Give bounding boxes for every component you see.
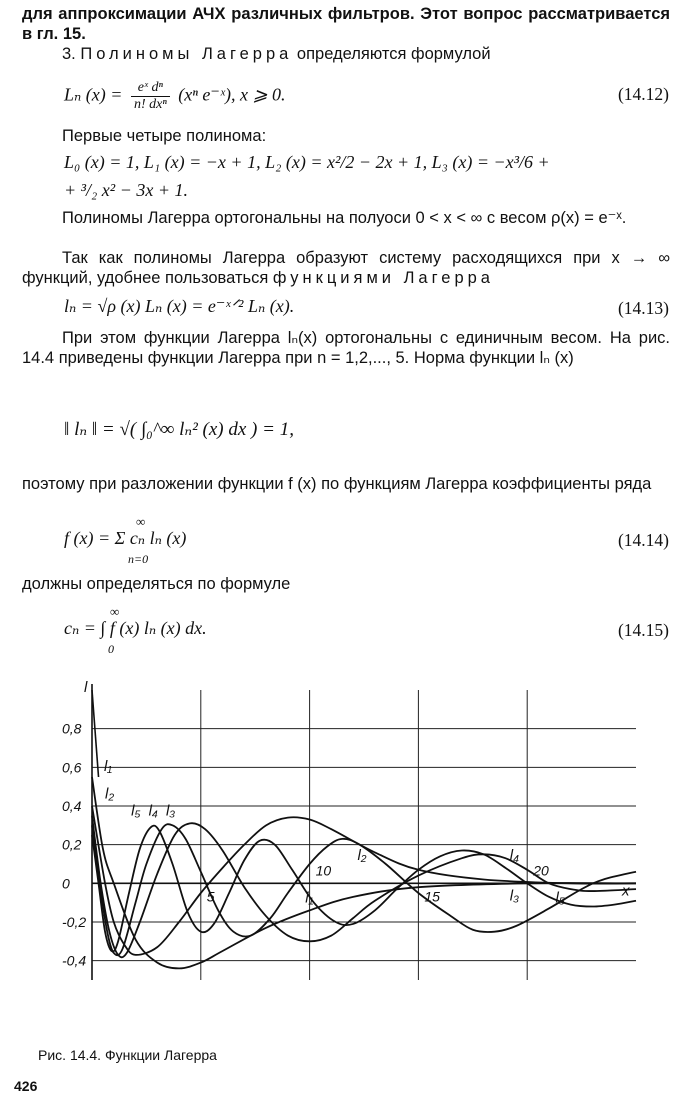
- eq1212-fraction: [131, 80, 170, 113]
- polynomials-line-2: + ³/₂ x² − 3x + 1.: [64, 180, 188, 200]
- y-axis-label: l: [84, 680, 88, 696]
- equation-norm: ‖ lₙ ‖ = √( ∫₀^∞ lₙ² (x) dx ) = 1,: [64, 419, 294, 440]
- definition-rest: определяются формулой: [296, 45, 491, 63]
- functions-text: Так как полиномы Лагерра образуют систему расходящихся при x → ∞ функций, удобнее пользоваться: [22, 249, 670, 287]
- equation-14-15: cₙ = ∫ f (x) lₙ (x) dx.: [64, 618, 207, 638]
- paragraph-orthogonality: Полиномы Лагерра ортогональны на полуоси 0 < x < ∞ с весом ρ(x) = e⁻ˣ.: [62, 209, 627, 227]
- series-label-l3: l₃: [165, 802, 176, 820]
- y-tick-label: 0,6: [62, 759, 82, 776]
- series-label-l2: l₂: [357, 847, 367, 865]
- equation-number-14-13: (14.13): [617, 298, 669, 318]
- eq1214-sum-upper: ∞: [136, 514, 146, 529]
- laguerre-functions-chart: [0, 680, 691, 1040]
- equation-14-14: [64, 528, 186, 549]
- paragraph-first-four: Первые четыре полинома:: [62, 127, 267, 145]
- paragraph-functions: [22, 248, 670, 288]
- y-tick-label: -0,4: [62, 952, 87, 969]
- eq1212-denominator: n! dxⁿ: [133, 97, 167, 112]
- x-axis-label: x: [622, 882, 630, 900]
- paragraph-expansion: поэтому при разложении функции f (x) по функциям Лагерра коэффициенты ряда: [22, 475, 652, 493]
- y-tick-label: 0,8: [62, 720, 82, 737]
- x-tick-label-15: 15: [424, 888, 440, 905]
- paragraph-intro: для аппроксимации АЧХ различных фильтров. Этот вопрос рассматривается в гл. 15.: [22, 5, 670, 43]
- eq1212-lhs: Lₙ (x) =: [64, 84, 123, 105]
- equation-number-14-12: (14.12): [617, 84, 669, 104]
- series-label-l1: l₁: [103, 758, 113, 776]
- polynomials-line-1: L₀ (x) = 1, L₁ (x) = −x + 1, L₂ (x) = x²/2 − 2x + 1, L₃ (x) = −x³/6 +: [64, 152, 550, 172]
- eq1215-int-upper: ∞: [110, 604, 120, 619]
- page-number: 426: [14, 1078, 38, 1094]
- y-tick-label: -0,2: [62, 914, 87, 930]
- item-number: 3.: [62, 45, 76, 63]
- y-tick-label: 0,2: [62, 836, 82, 853]
- y-tick-label: 0,4: [62, 798, 82, 814]
- series-label-l3: l₃: [509, 887, 520, 905]
- term-laguerre-polynomials: Полиномы Лагерра: [80, 45, 293, 63]
- figure-caption: Рис. 14.4. Функции Лагерра: [38, 1047, 217, 1063]
- series-label-l2: l₂: [105, 785, 115, 803]
- eq1215-int-lower: 0: [108, 642, 114, 656]
- series-label-l5: l₅: [555, 889, 565, 907]
- paragraph-laguerre-definition: [22, 44, 670, 64]
- chart-series: [92, 690, 636, 968]
- series-l4: [92, 824, 636, 955]
- x-tick-label-20: 20: [533, 862, 549, 879]
- eq1212-rest: (xⁿ e⁻ˣ), x ⩾ 0.: [178, 84, 286, 105]
- series-label-l1: l₁: [305, 889, 314, 907]
- series-l2: [92, 806, 636, 955]
- x-tick-label-10: 10: [315, 862, 332, 879]
- series-label-l4: l₄: [148, 802, 158, 820]
- eq1214-body: f (x) = Σ cₙ lₙ (x): [64, 528, 187, 548]
- y-tick-label: 0: [62, 875, 70, 892]
- x-tick-label-5: 5: [206, 888, 215, 905]
- series-label-l5: l₅: [131, 802, 141, 820]
- equation-number-14-14: (14.14): [617, 530, 669, 550]
- term-laguerre-functions: функциями Лагерра: [272, 269, 494, 287]
- series-label-l4: l₄: [509, 847, 520, 865]
- paragraph-formula: должны определяться по формуле: [22, 575, 291, 593]
- eq1214-sum-lower: n=0: [128, 552, 149, 566]
- equation-14-12: [64, 80, 286, 113]
- paragraph-unit-weight: При этом функции Лагерра lₙ(x) ортогональны с единичным весом. На рис. 14.4 приведены функции Лагерра при n = 1,2,..., 5. Норма функции lₙ (x): [22, 329, 670, 367]
- equation-number-14-15: (14.15): [617, 620, 669, 640]
- series-origin-spike: [92, 690, 99, 777]
- series-l3: [92, 816, 636, 958]
- chart-grid: [92, 690, 636, 980]
- equation-14-13: lₙ = √ρ (x) Lₙ (x) = e⁻ˣᐟ² Lₙ (x).: [64, 296, 295, 316]
- eq1212-numerator: eˣ dⁿ: [131, 80, 170, 97]
